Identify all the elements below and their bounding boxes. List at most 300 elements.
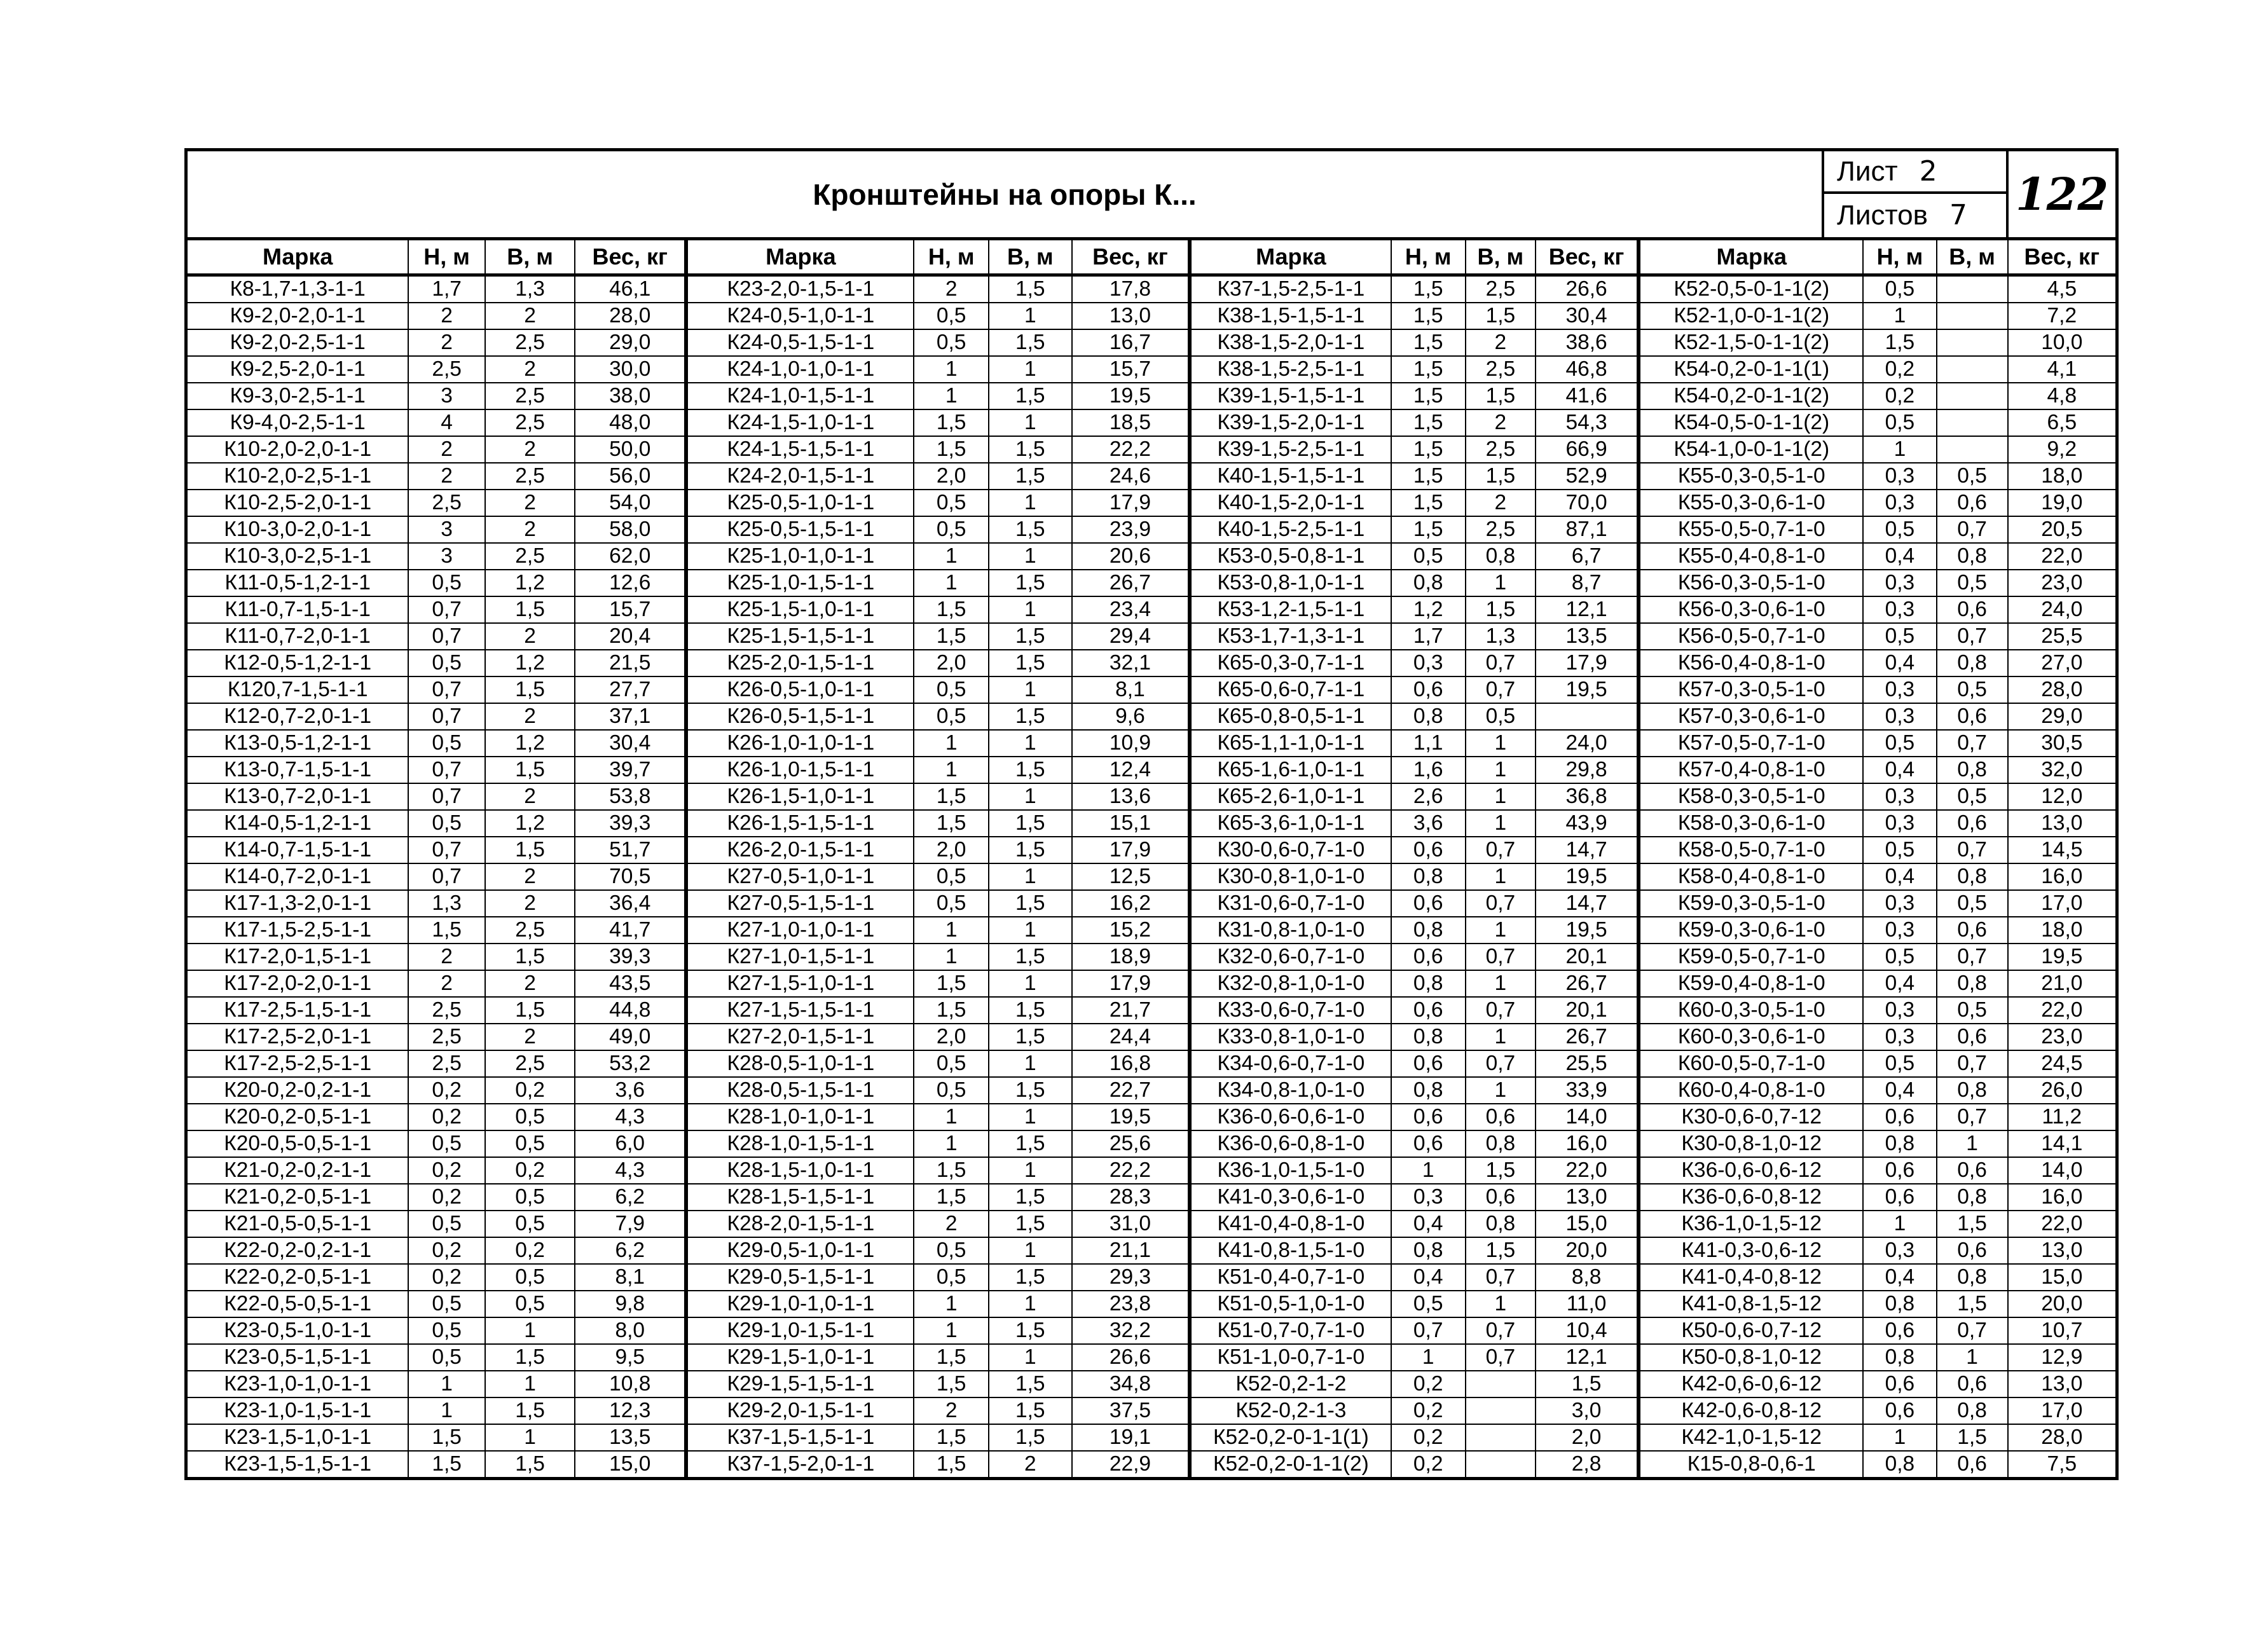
h-cell-3: 3,6 bbox=[1391, 810, 1466, 837]
mark-cell-3: К38-1,5-2,5-1-1 bbox=[1190, 356, 1391, 383]
b-cell-1: 2,5 bbox=[485, 917, 575, 944]
mark-cell-3: К32-0,6-0,7-1-0 bbox=[1190, 944, 1391, 970]
b-cell-2: 1 bbox=[989, 1291, 1072, 1317]
h-cell-3: 0,6 bbox=[1391, 1104, 1466, 1130]
b-cell-4: 0,7 bbox=[1937, 623, 2008, 650]
b-cell-3: 0,8 bbox=[1466, 1211, 1536, 1237]
mark-cell-1: К17-2,0-2,0-1-1 bbox=[186, 970, 409, 997]
b-cell-1: 1,2 bbox=[485, 650, 575, 676]
b-cell-4 bbox=[1937, 303, 2008, 329]
b-cell-2: 1 bbox=[989, 1050, 1072, 1077]
weight-cell-3: 19,5 bbox=[1536, 676, 1639, 703]
b-cell-3: 0,7 bbox=[1466, 1050, 1536, 1077]
mark-cell-3: К41-0,3-0,6-1-0 bbox=[1190, 1184, 1391, 1211]
weight-cell-2: 15,7 bbox=[1072, 356, 1190, 383]
weight-cell-2: 26,6 bbox=[1072, 1344, 1190, 1371]
mark-cell-1: К11-0,7-1,5-1-1 bbox=[186, 596, 409, 623]
mark-cell-2: К27-1,5-1,5-1-1 bbox=[686, 997, 914, 1024]
h-cell-3: 0,6 bbox=[1391, 837, 1466, 863]
h-cell-3: 1 bbox=[1391, 1157, 1466, 1184]
mark-cell-4: К36-0,6-0,6-12 bbox=[1639, 1157, 1863, 1184]
mark-cell-3: К65-3,6-1,0-1-1 bbox=[1190, 810, 1391, 837]
weight-cell-3: 8,7 bbox=[1536, 570, 1639, 596]
table-row bbox=[186, 1397, 2117, 1424]
b-cell-4: 0,7 bbox=[1937, 1050, 2008, 1077]
col-weight-3: Вес, кг bbox=[1536, 239, 1639, 275]
h-cell-3: 1 bbox=[1391, 1344, 1466, 1371]
b-cell-4 bbox=[1937, 356, 2008, 383]
weight-cell-4: 4,1 bbox=[2008, 356, 2117, 383]
h-cell-4: 0,2 bbox=[1863, 383, 1936, 409]
weight-cell-3: 8,8 bbox=[1536, 1264, 1639, 1291]
b-cell-4: 0,5 bbox=[1937, 463, 2008, 490]
weight-cell-3: 11,0 bbox=[1536, 1291, 1639, 1317]
mark-cell-3: К40-1,5-1,5-1-1 bbox=[1190, 463, 1391, 490]
b-cell-3: 2 bbox=[1466, 409, 1536, 436]
h-cell-4: 0,4 bbox=[1863, 650, 1936, 676]
mark-cell-1: К13-0,7-2,0-1-1 bbox=[186, 783, 409, 810]
b-cell-2: 1,5 bbox=[989, 436, 1072, 463]
mark-cell-4: К42-1,0-1,5-12 bbox=[1639, 1424, 1863, 1451]
h-cell-2: 1 bbox=[914, 757, 988, 783]
b-cell-1: 1,5 bbox=[485, 1344, 575, 1371]
b-cell-3 bbox=[1466, 1451, 1536, 1479]
h-cell-2: 1 bbox=[914, 1130, 988, 1157]
weight-cell-3: 87,1 bbox=[1536, 516, 1639, 543]
b-cell-3: 1 bbox=[1466, 970, 1536, 997]
weight-cell-4: 14,0 bbox=[2008, 1157, 2117, 1184]
h-cell-1: 0,5 bbox=[408, 570, 485, 596]
weight-cell-3: 26,6 bbox=[1536, 275, 1639, 303]
b-cell-3: 0,7 bbox=[1466, 1264, 1536, 1291]
b-cell-3: 0,7 bbox=[1466, 1344, 1536, 1371]
b-cell-4: 0,8 bbox=[1937, 1184, 2008, 1211]
mark-cell-3: К38-1,5-1,5-1-1 bbox=[1190, 303, 1391, 329]
mark-cell-3: К51-1,0-0,7-1-0 bbox=[1190, 1344, 1391, 1371]
mark-cell-3: К33-0,8-1,0-1-0 bbox=[1190, 1024, 1391, 1050]
weight-cell-4: 7,5 bbox=[2008, 1451, 2117, 1479]
b-cell-1: 1,5 bbox=[485, 997, 575, 1024]
mark-cell-3: К30-0,8-1,0-1-0 bbox=[1190, 863, 1391, 890]
weight-cell-1: 4,3 bbox=[575, 1157, 686, 1184]
table-row bbox=[186, 1077, 2117, 1104]
h-cell-4: 0,6 bbox=[1863, 1397, 1936, 1424]
b-cell-3: 1,5 bbox=[1466, 1237, 1536, 1264]
h-cell-4: 0,3 bbox=[1863, 490, 1936, 516]
h-cell-3: 1,5 bbox=[1391, 275, 1466, 303]
b-cell-3: 1,5 bbox=[1466, 596, 1536, 623]
table-row bbox=[186, 409, 2117, 436]
weight-cell-1: 38,0 bbox=[575, 383, 686, 409]
h-cell-3: 0,8 bbox=[1391, 863, 1466, 890]
h-cell-2: 1,5 bbox=[914, 409, 988, 436]
weight-cell-1: 53,8 bbox=[575, 783, 686, 810]
h-cell-3: 0,4 bbox=[1391, 1264, 1466, 1291]
h-cell-4: 0,2 bbox=[1863, 356, 1936, 383]
b-cell-4: 0,6 bbox=[1937, 1371, 2008, 1397]
b-cell-1: 1,5 bbox=[485, 596, 575, 623]
b-cell-2: 1,5 bbox=[989, 1211, 1072, 1237]
h-cell-4: 0,6 bbox=[1863, 1104, 1936, 1130]
h-cell-3: 0,6 bbox=[1391, 890, 1466, 917]
b-cell-3: 1 bbox=[1466, 783, 1536, 810]
weight-cell-1: 15,7 bbox=[575, 596, 686, 623]
weight-cell-3: 2,8 bbox=[1536, 1451, 1639, 1479]
mark-cell-1: К14-0,5-1,2-1-1 bbox=[186, 810, 409, 837]
mark-cell-3: К36-0,6-0,6-1-0 bbox=[1190, 1104, 1391, 1130]
weight-cell-3: 33,9 bbox=[1536, 1077, 1639, 1104]
weight-cell-2: 17,9 bbox=[1072, 970, 1190, 997]
b-cell-3: 0,6 bbox=[1466, 1104, 1536, 1130]
b-cell-1: 2 bbox=[485, 623, 575, 650]
h-cell-1: 0,2 bbox=[408, 1157, 485, 1184]
h-cell-1: 2 bbox=[408, 944, 485, 970]
b-cell-2: 1,5 bbox=[989, 1424, 1072, 1451]
b-cell-2: 1 bbox=[989, 676, 1072, 703]
mark-cell-2: К24-1,5-1,5-1-1 bbox=[686, 436, 914, 463]
mark-cell-4: К59-0,3-0,5-1-0 bbox=[1639, 890, 1863, 917]
mark-cell-4: К60-0,4-0,8-1-0 bbox=[1639, 1077, 1863, 1104]
h-cell-4: 0,4 bbox=[1863, 543, 1936, 570]
b-cell-2: 1,5 bbox=[989, 1264, 1072, 1291]
b-cell-1: 1,5 bbox=[485, 1451, 575, 1479]
mark-cell-2: К29-1,0-1,0-1-1 bbox=[686, 1291, 914, 1317]
mark-cell-4: К56-0,4-0,8-1-0 bbox=[1639, 650, 1863, 676]
b-cell-3: 0,7 bbox=[1466, 944, 1536, 970]
h-cell-1: 0,5 bbox=[408, 1317, 485, 1344]
weight-cell-1: 39,3 bbox=[575, 810, 686, 837]
h-cell-4: 0,6 bbox=[1863, 1157, 1936, 1184]
mark-cell-1: К23-0,5-1,0-1-1 bbox=[186, 1317, 409, 1344]
title-block bbox=[184, 148, 2119, 237]
weight-cell-2: 31,0 bbox=[1072, 1211, 1190, 1237]
weight-cell-4: 23,0 bbox=[2008, 1024, 2117, 1050]
table-row bbox=[186, 1317, 2117, 1344]
weight-cell-3: 43,9 bbox=[1536, 810, 1639, 837]
document-title: Кронштейны на опоры К... bbox=[813, 177, 1197, 211]
b-cell-3: 1,5 bbox=[1466, 463, 1536, 490]
table-row bbox=[186, 944, 2117, 970]
table-row bbox=[186, 1104, 2117, 1130]
h-cell-4: 0,5 bbox=[1863, 275, 1936, 303]
mark-cell-4: К57-0,5-0,7-1-0 bbox=[1639, 730, 1863, 757]
b-cell-3 bbox=[1466, 1371, 1536, 1397]
h-cell-2: 1 bbox=[914, 383, 988, 409]
h-cell-3: 1,6 bbox=[1391, 757, 1466, 783]
b-cell-3: 1,5 bbox=[1466, 383, 1536, 409]
h-cell-3: 0,2 bbox=[1391, 1397, 1466, 1424]
mark-cell-3: К52-0,2-1-2 bbox=[1190, 1371, 1391, 1397]
h-cell-2: 1 bbox=[914, 543, 988, 570]
weight-cell-1: 30,0 bbox=[575, 356, 686, 383]
weight-cell-1: 30,4 bbox=[575, 730, 686, 757]
mark-cell-1: К9-2,0-2,0-1-1 bbox=[186, 303, 409, 329]
h-cell-3: 1,5 bbox=[1391, 409, 1466, 436]
mark-cell-2: К29-0,5-1,5-1-1 bbox=[686, 1264, 914, 1291]
table-row bbox=[186, 1424, 2117, 1451]
table-row bbox=[186, 863, 2117, 890]
b-cell-2: 1,5 bbox=[989, 623, 1072, 650]
b-cell-2: 1,5 bbox=[989, 570, 1072, 596]
mark-cell-4: К56-0,3-0,5-1-0 bbox=[1639, 570, 1863, 596]
b-cell-1: 2 bbox=[485, 303, 575, 329]
h-cell-2: 1,5 bbox=[914, 436, 988, 463]
weight-cell-4: 12,0 bbox=[2008, 783, 2117, 810]
mark-cell-4: К52-1,0-0-1-1(2) bbox=[1639, 303, 1863, 329]
mark-cell-2: К26-1,5-1,5-1-1 bbox=[686, 810, 914, 837]
mark-cell-1: К17-2,5-2,0-1-1 bbox=[186, 1024, 409, 1050]
table-row bbox=[186, 1264, 2117, 1291]
mark-cell-1: К17-2,5-1,5-1-1 bbox=[186, 997, 409, 1024]
h-cell-1: 2 bbox=[408, 303, 485, 329]
h-cell-1: 0,7 bbox=[408, 676, 485, 703]
weight-cell-1: 70,5 bbox=[575, 863, 686, 890]
h-cell-2: 0,5 bbox=[914, 1077, 988, 1104]
h-cell-4: 0,4 bbox=[1863, 757, 1936, 783]
h-cell-1: 0,7 bbox=[408, 863, 485, 890]
h-cell-2: 0,5 bbox=[914, 1050, 988, 1077]
col-weight-2: Вес, кг bbox=[1072, 239, 1190, 275]
weight-cell-3: 14,7 bbox=[1536, 837, 1639, 863]
weight-cell-1: 39,7 bbox=[575, 757, 686, 783]
mark-cell-1: К17-1,5-2,5-1-1 bbox=[186, 917, 409, 944]
b-cell-2: 1,5 bbox=[989, 383, 1072, 409]
b-cell-3: 1 bbox=[1466, 757, 1536, 783]
weight-cell-4: 25,5 bbox=[2008, 623, 2117, 650]
b-cell-3: 1,3 bbox=[1466, 623, 1536, 650]
weight-cell-3: 10,4 bbox=[1536, 1317, 1639, 1344]
weight-cell-4: 20,0 bbox=[2008, 1291, 2117, 1317]
weight-cell-3: 20,0 bbox=[1536, 1237, 1639, 1264]
b-cell-3: 1 bbox=[1466, 570, 1536, 596]
col-b-1: В, м bbox=[485, 239, 575, 275]
mark-cell-4: К58-0,4-0,8-1-0 bbox=[1639, 863, 1863, 890]
b-cell-1: 1,3 bbox=[485, 275, 575, 303]
h-cell-3: 0,5 bbox=[1391, 543, 1466, 570]
weight-cell-1: 12,3 bbox=[575, 1397, 686, 1424]
b-cell-4: 0,7 bbox=[1937, 516, 2008, 543]
h-cell-1: 3 bbox=[408, 543, 485, 570]
b-cell-4: 0,8 bbox=[1937, 543, 2008, 570]
b-cell-4: 0,6 bbox=[1937, 490, 2008, 516]
mark-cell-4: К55-0,5-0,7-1-0 bbox=[1639, 516, 1863, 543]
h-cell-4: 0,5 bbox=[1863, 837, 1936, 863]
header-row bbox=[186, 239, 2117, 275]
mark-cell-2: К37-1,5-1,5-1-1 bbox=[686, 1424, 914, 1451]
mark-cell-4: К42-0,6-0,8-12 bbox=[1639, 1397, 1863, 1424]
weight-cell-2: 23,8 bbox=[1072, 1291, 1190, 1317]
weight-cell-1: 49,0 bbox=[575, 1024, 686, 1050]
h-cell-1: 2,5 bbox=[408, 1024, 485, 1050]
table-row bbox=[186, 623, 2117, 650]
mark-cell-3: К40-1,5-2,5-1-1 bbox=[1190, 516, 1391, 543]
table-row bbox=[186, 1157, 2117, 1184]
mark-cell-1: К23-1,0-1,0-1-1 bbox=[186, 1371, 409, 1397]
h-cell-4: 0,3 bbox=[1863, 1024, 1936, 1050]
mark-cell-1: К12-0,5-1,2-1-1 bbox=[186, 650, 409, 676]
h-cell-2: 1 bbox=[914, 1317, 988, 1344]
b-cell-1: 2 bbox=[485, 490, 575, 516]
weight-cell-2: 24,6 bbox=[1072, 463, 1190, 490]
h-cell-3: 1,5 bbox=[1391, 356, 1466, 383]
h-cell-1: 2 bbox=[408, 463, 485, 490]
b-cell-1: 2,5 bbox=[485, 409, 575, 436]
weight-cell-2: 25,6 bbox=[1072, 1130, 1190, 1157]
weight-cell-2: 12,4 bbox=[1072, 757, 1190, 783]
b-cell-2: 2 bbox=[989, 1451, 1072, 1479]
weight-cell-1: 37,1 bbox=[575, 703, 686, 730]
table-row bbox=[186, 463, 2117, 490]
weight-cell-3: 14,7 bbox=[1536, 890, 1639, 917]
h-cell-4: 0,4 bbox=[1863, 863, 1936, 890]
weight-cell-4: 14,1 bbox=[2008, 1130, 2117, 1157]
mark-cell-2: К28-0,5-1,5-1-1 bbox=[686, 1077, 914, 1104]
h-cell-2: 1,5 bbox=[914, 596, 988, 623]
col-mark-4: Марка bbox=[1639, 239, 1863, 275]
table-row bbox=[186, 783, 2117, 810]
h-cell-1: 0,7 bbox=[408, 783, 485, 810]
mark-cell-2: К28-0,5-1,0-1-1 bbox=[686, 1050, 914, 1077]
col-mark-3: Марка bbox=[1190, 239, 1391, 275]
mark-cell-3: К52-0,2-0-1-1(2) bbox=[1190, 1451, 1391, 1479]
table-row bbox=[186, 1237, 2117, 1264]
mark-cell-4: К57-0,3-0,5-1-0 bbox=[1639, 676, 1863, 703]
h-cell-1: 1,3 bbox=[408, 890, 485, 917]
h-cell-1: 2,5 bbox=[408, 356, 485, 383]
b-cell-2: 1 bbox=[989, 783, 1072, 810]
b-cell-2: 1,5 bbox=[989, 1024, 1072, 1050]
b-cell-1: 1,5 bbox=[485, 757, 575, 783]
h-cell-4: 1 bbox=[1863, 303, 1936, 329]
h-cell-1: 0,7 bbox=[408, 623, 485, 650]
weight-cell-1: 12,6 bbox=[575, 570, 686, 596]
mark-cell-4: К15-0,8-0,6-1 bbox=[1639, 1451, 1863, 1479]
weight-cell-2: 17,9 bbox=[1072, 837, 1190, 863]
mark-cell-4: К54-0,5-0-1-1(2) bbox=[1639, 409, 1863, 436]
b-cell-4: 0,6 bbox=[1937, 703, 2008, 730]
mark-cell-1: К21-0,2-0,2-1-1 bbox=[186, 1157, 409, 1184]
h-cell-4: 0,3 bbox=[1863, 570, 1936, 596]
h-cell-2: 2,0 bbox=[914, 1024, 988, 1050]
page-number: 122 bbox=[2006, 151, 2115, 237]
b-cell-1: 2 bbox=[485, 1024, 575, 1050]
weight-cell-2: 22,9 bbox=[1072, 1451, 1190, 1479]
weight-cell-4: 7,2 bbox=[2008, 303, 2117, 329]
mark-cell-1: К22-0,2-0,5-1-1 bbox=[186, 1264, 409, 1291]
mark-cell-1: К14-0,7-2,0-1-1 bbox=[186, 863, 409, 890]
h-cell-4: 0,3 bbox=[1863, 463, 1936, 490]
table-row bbox=[186, 810, 2117, 837]
b-cell-1: 0,5 bbox=[485, 1184, 575, 1211]
table-row bbox=[186, 1184, 2117, 1211]
weight-cell-3: 20,1 bbox=[1536, 997, 1639, 1024]
h-cell-4: 0,8 bbox=[1863, 1130, 1936, 1157]
table-row bbox=[186, 757, 2117, 783]
weight-cell-1: 7,9 bbox=[575, 1211, 686, 1237]
weight-cell-4: 13,0 bbox=[2008, 810, 2117, 837]
h-cell-2: 1 bbox=[914, 356, 988, 383]
b-cell-4: 0,8 bbox=[1937, 1077, 2008, 1104]
h-cell-3: 0,2 bbox=[1391, 1451, 1466, 1479]
weight-cell-4: 13,0 bbox=[2008, 1371, 2117, 1397]
mark-cell-2: К26-0,5-1,5-1-1 bbox=[686, 703, 914, 730]
weight-cell-1: 58,0 bbox=[575, 516, 686, 543]
mark-cell-4: К58-0,3-0,6-1-0 bbox=[1639, 810, 1863, 837]
h-cell-1: 0,7 bbox=[408, 703, 485, 730]
h-cell-2: 1 bbox=[914, 944, 988, 970]
weight-cell-2: 28,3 bbox=[1072, 1184, 1190, 1211]
weight-cell-3: 14,0 bbox=[1536, 1104, 1639, 1130]
mark-cell-3: К51-0,5-1,0-1-0 bbox=[1190, 1291, 1391, 1317]
b-cell-3: 1 bbox=[1466, 863, 1536, 890]
h-cell-2: 0,5 bbox=[914, 490, 988, 516]
weight-cell-3: 19,5 bbox=[1536, 863, 1639, 890]
weight-cell-2: 24,4 bbox=[1072, 1024, 1190, 1050]
col-mark-2: Марка bbox=[686, 239, 914, 275]
mark-cell-2: К29-0,5-1,0-1-1 bbox=[686, 1237, 914, 1264]
h-cell-3: 0,2 bbox=[1391, 1371, 1466, 1397]
col-weight-1: Вес, кг bbox=[575, 239, 686, 275]
weight-cell-4: 12,9 bbox=[2008, 1344, 2117, 1371]
weight-cell-1: 27,7 bbox=[575, 676, 686, 703]
weight-cell-1: 8,0 bbox=[575, 1317, 686, 1344]
weight-cell-3: 70,0 bbox=[1536, 490, 1639, 516]
b-cell-3: 1 bbox=[1466, 810, 1536, 837]
weight-cell-1: 41,7 bbox=[575, 917, 686, 944]
h-cell-2: 1 bbox=[914, 1291, 988, 1317]
weight-cell-1: 44,8 bbox=[575, 997, 686, 1024]
h-cell-4: 0,5 bbox=[1863, 409, 1936, 436]
b-cell-2: 1 bbox=[989, 1104, 1072, 1130]
mark-cell-2: К28-1,0-1,0-1-1 bbox=[686, 1104, 914, 1130]
col-h-4: Н, м bbox=[1863, 239, 1936, 275]
mark-cell-4: К55-0,3-0,6-1-0 bbox=[1639, 490, 1863, 516]
table-row bbox=[186, 1344, 2117, 1371]
mark-cell-2: К26-2,0-1,5-1-1 bbox=[686, 837, 914, 863]
weight-cell-3: 2,0 bbox=[1536, 1424, 1639, 1451]
mark-cell-4: К52-0,5-0-1-1(2) bbox=[1639, 275, 1863, 303]
h-cell-1: 1 bbox=[408, 1397, 485, 1424]
weight-cell-4: 16,0 bbox=[2008, 1184, 2117, 1211]
weight-cell-3: 36,8 bbox=[1536, 783, 1639, 810]
weight-cell-2: 22,2 bbox=[1072, 436, 1190, 463]
h-cell-4: 0,6 bbox=[1863, 1184, 1936, 1211]
h-cell-3: 0,3 bbox=[1391, 650, 1466, 676]
table-row bbox=[186, 490, 2117, 516]
mark-cell-2: К37-1,5-2,0-1-1 bbox=[686, 1451, 914, 1479]
h-cell-4: 1 bbox=[1863, 1211, 1936, 1237]
h-cell-3: 0,5 bbox=[1391, 1291, 1466, 1317]
weight-cell-3: 1,5 bbox=[1536, 1371, 1639, 1397]
table-row bbox=[186, 997, 2117, 1024]
h-cell-4: 0,5 bbox=[1863, 623, 1936, 650]
weight-cell-3 bbox=[1536, 703, 1639, 730]
weight-cell-2: 37,5 bbox=[1072, 1397, 1190, 1424]
mark-cell-1: К23-0,5-1,5-1-1 bbox=[186, 1344, 409, 1371]
b-cell-4 bbox=[1937, 409, 2008, 436]
weight-cell-1: 8,1 bbox=[575, 1264, 686, 1291]
col-h-1: Н, м bbox=[408, 239, 485, 275]
mark-cell-2: К25-0,5-1,0-1-1 bbox=[686, 490, 914, 516]
mark-cell-1: К20-0,5-0,5-1-1 bbox=[186, 1130, 409, 1157]
mark-cell-2: К25-0,5-1,5-1-1 bbox=[686, 516, 914, 543]
b-cell-2: 1 bbox=[989, 917, 1072, 944]
weight-cell-3: 29,8 bbox=[1536, 757, 1639, 783]
weight-cell-1: 56,0 bbox=[575, 463, 686, 490]
b-cell-1: 0,5 bbox=[485, 1211, 575, 1237]
mark-cell-4: К36-1,0-1,5-12 bbox=[1639, 1211, 1863, 1237]
b-cell-3: 0,7 bbox=[1466, 676, 1536, 703]
